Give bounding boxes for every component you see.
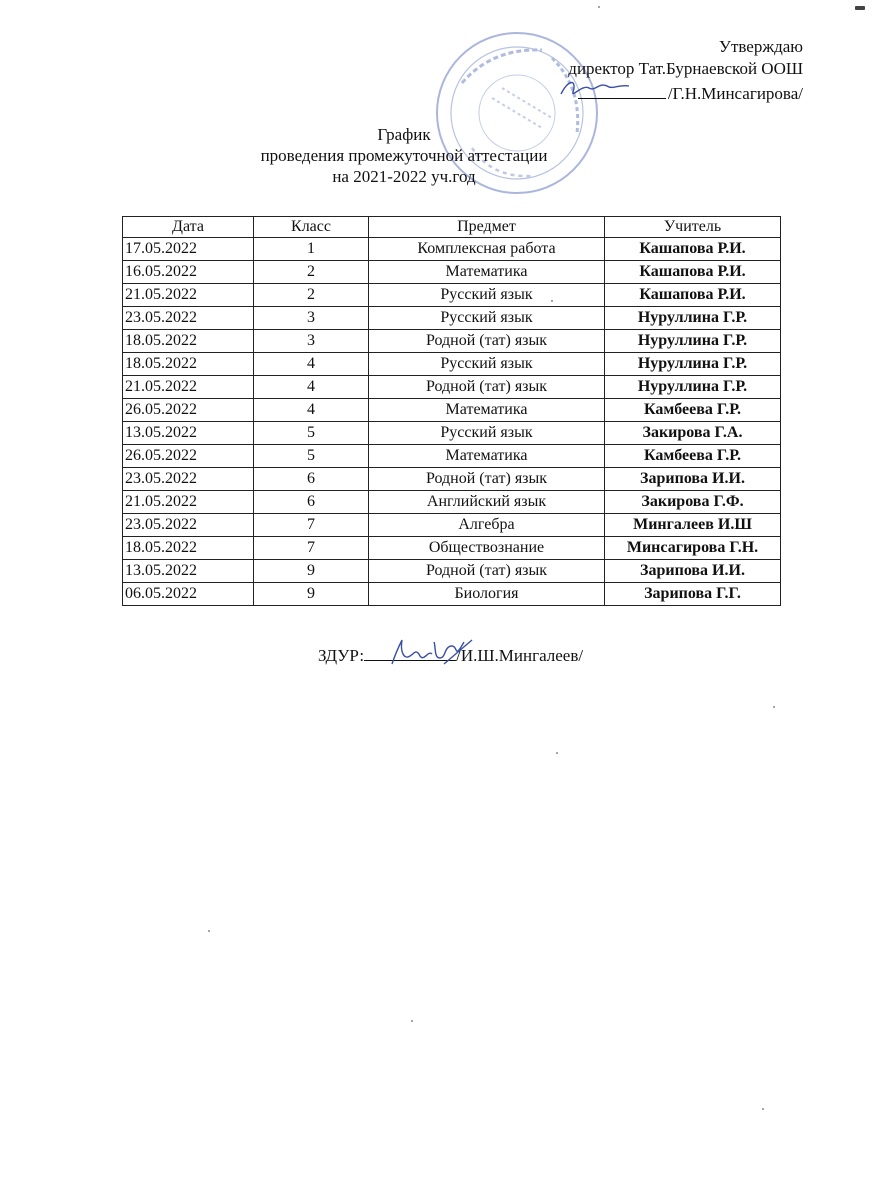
scan-speck	[762, 1108, 764, 1110]
scan-speck	[208, 930, 210, 932]
cell-subject: Алгебра	[369, 514, 605, 537]
cell-class: 6	[254, 491, 369, 514]
cell-teacher: Камбеева Г.Р.	[605, 445, 781, 468]
cell-date: 06.05.2022	[123, 583, 254, 606]
cell-date: 18.05.2022	[123, 330, 254, 353]
cell-subject: Математика	[369, 399, 605, 422]
cell-subject: Математика	[369, 261, 605, 284]
cell-date: 26.05.2022	[123, 445, 254, 468]
cell-date: 18.05.2022	[123, 537, 254, 560]
table-row	[123, 422, 781, 445]
scan-speck	[551, 300, 553, 302]
cell-subject: Русский язык	[369, 307, 605, 330]
cell-class: 4	[254, 376, 369, 399]
approval-block	[568, 36, 803, 105]
cell-class: 3	[254, 330, 369, 353]
signature-underline	[578, 80, 666, 99]
cell-class: 2	[254, 284, 369, 307]
document-title	[0, 124, 873, 187]
table-row	[123, 399, 781, 422]
cell-subject: Математика	[369, 445, 605, 468]
cell-class: 6	[254, 468, 369, 491]
cell-teacher: Зарипова И.И.	[605, 468, 781, 491]
cell-date: 23.05.2022	[123, 468, 254, 491]
cell-teacher: Минсагирова Г.Н.	[605, 537, 781, 560]
cell-teacher: Зарипова И.И.	[605, 560, 781, 583]
cell-class: 5	[254, 445, 369, 468]
scan-speck	[855, 6, 865, 10]
table-row	[123, 307, 781, 330]
cell-class: 1	[254, 238, 369, 261]
scan-speck	[411, 1020, 413, 1022]
cell-teacher: Камбеева Г.Р.	[605, 399, 781, 422]
cell-subject: Родной (тат) язык	[369, 376, 605, 399]
cell-subject: Русский язык	[369, 284, 605, 307]
approval-heading: Утверждаю	[718, 37, 803, 56]
cell-date: 21.05.2022	[123, 284, 254, 307]
table-row	[123, 514, 781, 537]
cell-subject: Родной (тат) язык	[369, 468, 605, 491]
cell-class: 2	[254, 261, 369, 284]
cell-subject: Русский язык	[369, 422, 605, 445]
header-date: Дата	[123, 217, 254, 238]
table-row	[123, 284, 781, 307]
table-row	[123, 261, 781, 284]
cell-class: 7	[254, 537, 369, 560]
table-row	[123, 537, 781, 560]
cell-subject: Биология	[369, 583, 605, 606]
cell-teacher: Кашапова Р.И.	[605, 284, 781, 307]
table-row	[123, 468, 781, 491]
cell-teacher: Нуруллина Г.Р.	[605, 376, 781, 399]
table-row	[123, 560, 781, 583]
cell-date: 26.05.2022	[123, 399, 254, 422]
header-teacher: Учитель	[605, 217, 781, 238]
approval-signature-line	[568, 80, 803, 105]
approval-position: директор Тат.Бурнаевской ООШ	[568, 59, 803, 78]
table-row	[123, 330, 781, 353]
cell-date: 16.05.2022	[123, 261, 254, 284]
cell-class: 9	[254, 560, 369, 583]
title-line-2: проведения промежуточной аттестации	[260, 146, 548, 165]
cell-class: 9	[254, 583, 369, 606]
table-row	[123, 376, 781, 399]
cell-date: 17.05.2022	[123, 238, 254, 261]
cell-date: 23.05.2022	[123, 307, 254, 330]
cell-date: 13.05.2022	[123, 422, 254, 445]
cell-subject: Родной (тат) язык	[369, 560, 605, 583]
cell-subject: Английский язык	[369, 491, 605, 514]
title-line-1: График	[377, 125, 431, 144]
title-line-3: на 2021-2022 уч.год	[332, 167, 476, 186]
cell-teacher: Закирова Г.А.	[605, 422, 781, 445]
scan-speck	[598, 6, 600, 8]
cell-subject: Русский язык	[369, 353, 605, 376]
cell-date: 23.05.2022	[123, 514, 254, 537]
cell-teacher: Кашапова Р.И.	[605, 261, 781, 284]
attestation-schedule-table	[122, 216, 781, 606]
cell-teacher: Нуруллина Г.Р.	[605, 330, 781, 353]
header-class: Класс	[254, 217, 369, 238]
cell-subject: Обществознание	[369, 537, 605, 560]
cell-teacher: Кашапова Р.И.	[605, 238, 781, 261]
deputy-signature	[384, 634, 474, 674]
cell-teacher: Нуруллина Г.Р.	[605, 307, 781, 330]
deputy-label: ЗДУР:	[318, 646, 365, 665]
cell-class: 5	[254, 422, 369, 445]
cell-date: 18.05.2022	[123, 353, 254, 376]
scan-speck	[773, 706, 775, 708]
table-row	[123, 445, 781, 468]
cell-date: 21.05.2022	[123, 376, 254, 399]
header-subject: Предмет	[369, 217, 605, 238]
director-name: /Г.Н.Минсагирова/	[667, 84, 803, 103]
cell-teacher: Нуруллина Г.Р.	[605, 353, 781, 376]
cell-date: 21.05.2022	[123, 491, 254, 514]
cell-subject: Родной (тат) язык	[369, 330, 605, 353]
deputy-name: /И.Ш.Мингалеев/	[456, 646, 584, 665]
table-row	[123, 583, 781, 606]
cell-date: 13.05.2022	[123, 560, 254, 583]
cell-teacher: Зарипова Г.Г.	[605, 583, 781, 606]
cell-teacher: Закирова Г.Ф.	[605, 491, 781, 514]
cell-class: 4	[254, 353, 369, 376]
table-row	[123, 353, 781, 376]
scan-speck	[556, 752, 558, 754]
cell-class: 7	[254, 514, 369, 537]
cell-class: 4	[254, 399, 369, 422]
table-row	[123, 238, 781, 261]
table-header-row	[123, 217, 781, 238]
cell-subject: Комплексная работа	[369, 238, 605, 261]
cell-teacher: Мингалеев И.Ш	[605, 514, 781, 537]
cell-class: 3	[254, 307, 369, 330]
table-row	[123, 491, 781, 514]
